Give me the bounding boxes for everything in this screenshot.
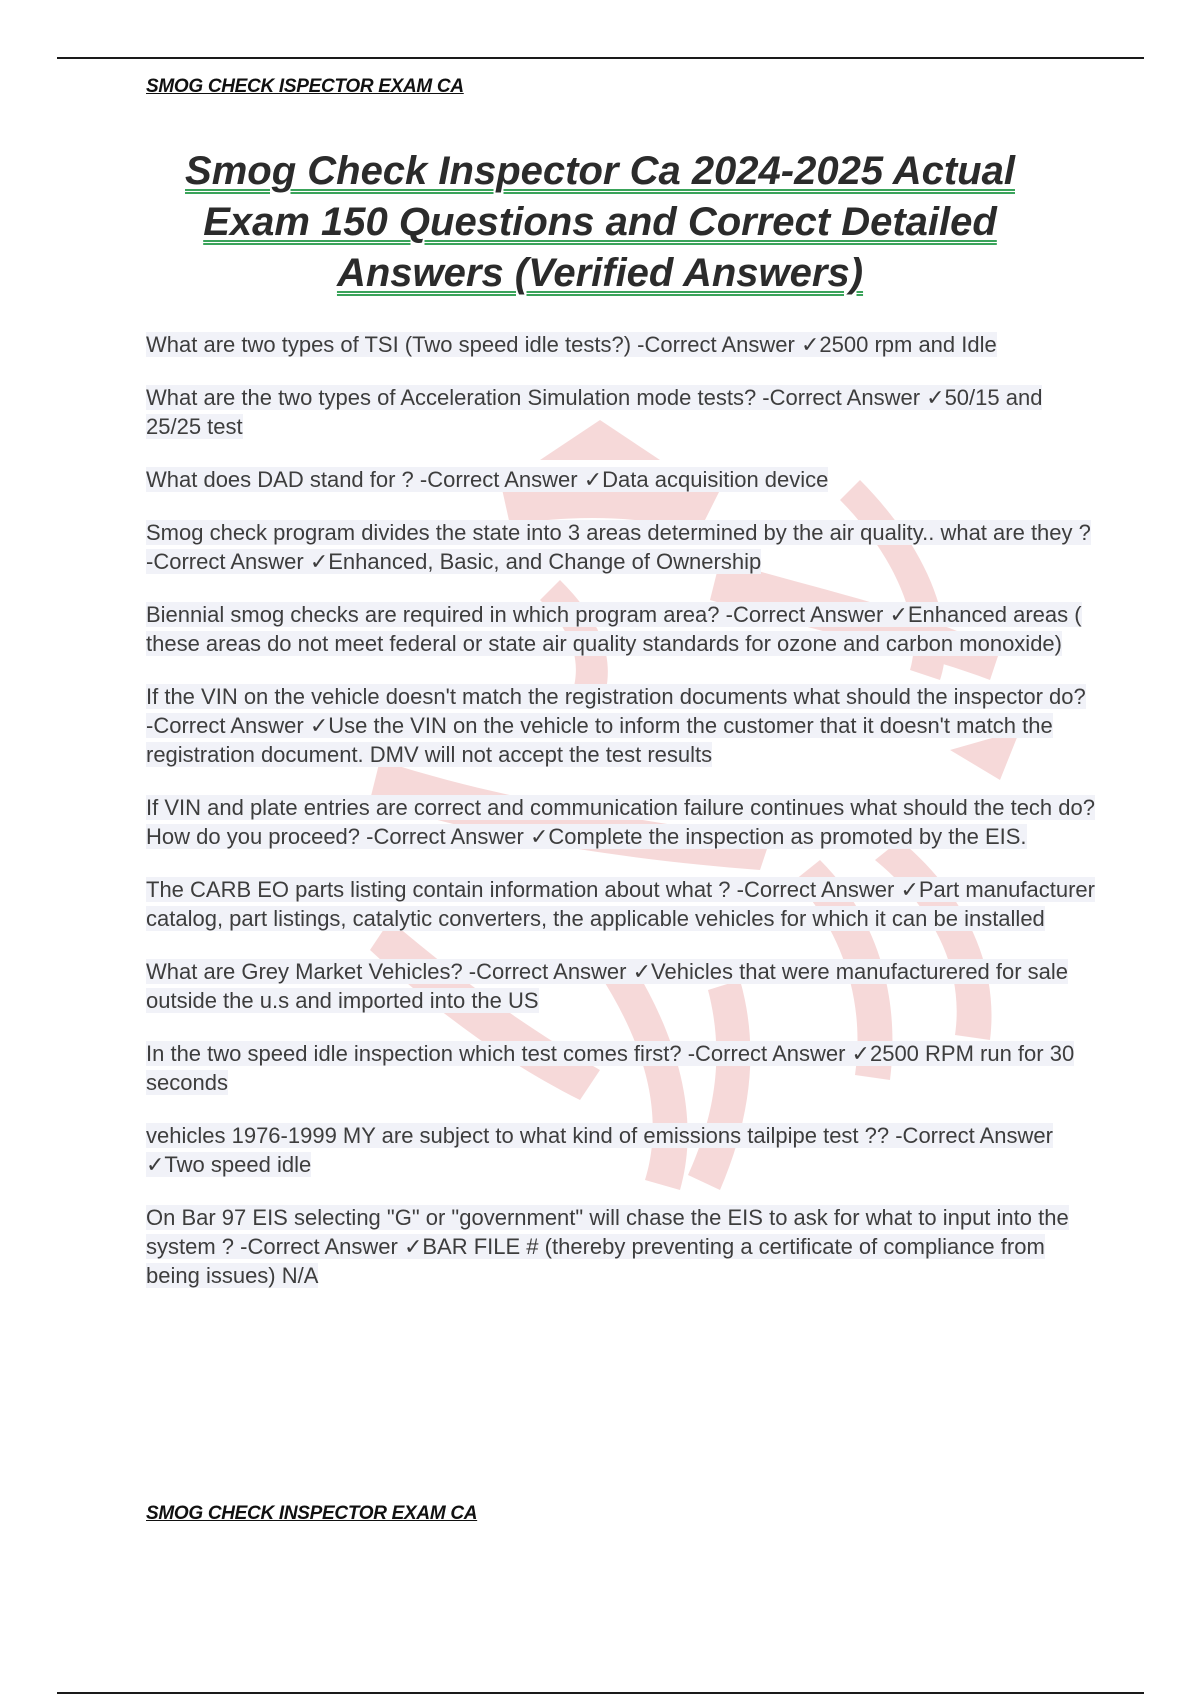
qa-item-text: What are two types of TSI (Two speed idle tests?) -Correct Answer ✓2500 rpm and Idle xyxy=(146,332,997,357)
qa-item xyxy=(146,330,1096,359)
qa-item-text: On Bar 97 EIS selecting "G" or "government" will chase the EIS to ask for what to input into the system ? -Correct Answer ✓BAR FILE # (thereby preventing a certificate of compliance from being issues) N/A xyxy=(146,1205,1069,1288)
qa-item-text: vehicles 1976-1999 MY are subject to what kind of emissions tailpipe test ?? -Correct Answer ✓Two speed idle xyxy=(146,1123,1053,1177)
qa-item xyxy=(146,957,1096,1015)
qa-item-text: If VIN and plate entries are correct and communication failure continues what should the tech do? How do you proceed? -Correct Answer ✓Complete the inspection as promoted by the EIS. xyxy=(146,795,1095,849)
qa-item xyxy=(146,518,1096,576)
qa-item xyxy=(146,1121,1096,1179)
qa-item-text: Smog check program divides the state into 3 areas determined by the air quality.. what are they ? -Correct Answer ✓Enhanced, Basic, and Change of Ownership xyxy=(146,520,1091,574)
running-header: SMOG CHECK ISPECTOR EXAM CA xyxy=(146,76,464,97)
qa-item xyxy=(146,600,1096,658)
qa-list xyxy=(146,330,1096,1314)
qa-item-text: Biennial smog checks are required in which program area? -Correct Answer ✓Enhanced areas ( these areas do not meet federal or state air quality standards for ozone and carbon monoxide) xyxy=(146,602,1082,656)
qa-item xyxy=(146,875,1096,933)
qa-item-text: If the VIN on the vehicle doesn't match the registration documents what should the inspector do? -Correct Answer ✓Use the VIN on the vehicle to inform the customer that it doesn't match the registration document. DMV will not accept the test results xyxy=(146,684,1086,767)
qa-item-text: What are the two types of Acceleration Simulation mode tests? -Correct Answer ✓50/15 and 25/25 test xyxy=(146,385,1043,439)
qa-item-text: The CARB EO parts listing contain information about what ? -Correct Answer ✓Part manufacturer catalog, part listings, catalytic converters, the applicable vehicles for which it can be installed xyxy=(146,877,1095,931)
qa-item-text: In the two speed idle inspection which test comes first? -Correct Answer ✓2500 RPM run for 30 seconds xyxy=(146,1041,1075,1095)
qa-item-text: What are Grey Market Vehicles? -Correct Answer ✓Vehicles that were manufacturered for sale outside the u.s and imported into the US xyxy=(146,959,1069,1013)
qa-item xyxy=(146,383,1096,441)
qa-item xyxy=(146,1039,1096,1097)
document-title xyxy=(130,146,1070,299)
bottom-rule xyxy=(57,1692,1144,1694)
qa-item-text: What does DAD stand for ? -Correct Answer ✓Data acquisition device xyxy=(146,467,829,492)
qa-item xyxy=(146,682,1096,769)
top-rule xyxy=(57,57,1144,59)
running-footer: SMOG CHECK INSPECTOR EXAM CA xyxy=(146,1503,478,1524)
qa-item xyxy=(146,465,1096,494)
qa-item xyxy=(146,1203,1096,1290)
qa-item xyxy=(146,793,1096,851)
document-title-text: Smog Check Inspector Ca 2024-2025 Actual Exam 150 Questions and Correct Detailed Answers (Verified Answers) xyxy=(185,149,1015,295)
